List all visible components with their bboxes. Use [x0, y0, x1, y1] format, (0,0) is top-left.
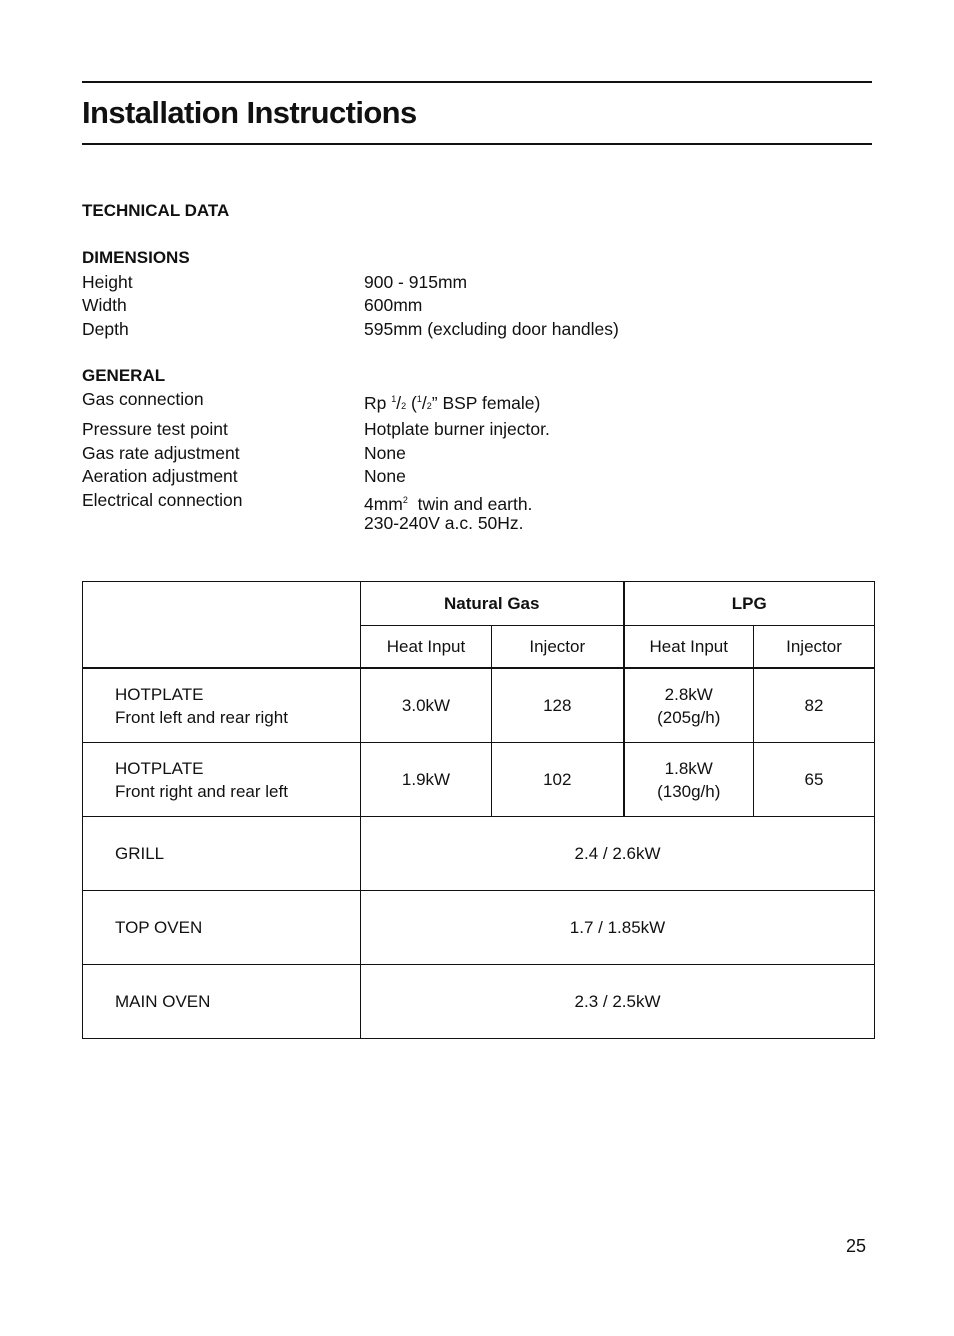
aeration-adjustment-value: None — [364, 466, 406, 486]
row-label — [83, 743, 361, 817]
electrical-value-prefix: 4mm — [364, 494, 403, 514]
width-value: 600mm — [364, 295, 423, 315]
table-row — [83, 668, 875, 742]
dimensions-heading: DIMENSIONS — [82, 248, 190, 267]
fraction-numerator: 1 — [416, 394, 422, 404]
lpg-heat-input-line: 2.8kW — [664, 684, 713, 704]
ng-heat-input-header: Heat Input — [361, 625, 492, 668]
height-label: Height — [82, 272, 133, 292]
fraction-numerator: 1 — [391, 394, 397, 404]
width-label: Width — [82, 295, 127, 315]
height-value: 900 - 915mm — [364, 272, 468, 292]
gas-specifications-table — [82, 581, 875, 1039]
ng-heat-input-cell: 3.0kW — [361, 668, 492, 742]
row-label-line: Front right and rear left — [115, 781, 288, 801]
row-label-line: Front left and rear right — [115, 707, 288, 727]
table-row — [83, 891, 875, 965]
lpg-injector-cell: 82 — [754, 668, 875, 742]
ng-injector-header: Injector — [492, 625, 624, 668]
electrical-connection-voltage: 230-240V a.c. 50Hz. — [364, 513, 524, 533]
row-label: TOP OVEN — [83, 891, 361, 965]
technical-data-heading: TECHNICAL DATA — [82, 201, 230, 220]
gas-connection-suffix: ” BSP female) — [431, 393, 541, 413]
table-row — [83, 817, 875, 891]
gas-connection-value: Rp $^1$/2 ($^1$/2” BSP female) — [364, 393, 541, 413]
gas-connection-mid: ( — [406, 393, 417, 413]
table-corner-cell — [83, 582, 361, 669]
row-label — [83, 668, 361, 742]
aeration-adjustment-label: Aeration adjustment — [82, 466, 238, 486]
superscript-two: 2 — [402, 495, 408, 505]
lpg-heat-input-cell — [624, 743, 754, 817]
electrical-connection-label: Electrical connection — [82, 490, 243, 510]
fraction-denominator: 2 — [426, 401, 432, 411]
gas-connection-label: Gas connection — [82, 389, 204, 409]
electrical-value-suffix: twin and earth. — [407, 494, 533, 514]
row-label-line: HOTPLATE — [115, 758, 204, 778]
depth-value: 595mm (excluding door handles) — [364, 319, 619, 339]
pressure-test-point-label: Pressure test point — [82, 419, 228, 439]
gas-rate-adjustment-value: None — [364, 443, 406, 463]
heat-input-cell: 1.7 / 1.85kW — [361, 891, 875, 965]
header-top-rule — [82, 81, 872, 83]
general-heading: GENERAL — [82, 366, 166, 385]
lpg-heat-input-line: (205g/h) — [657, 707, 721, 727]
lpg-injector-cell: 65 — [754, 743, 875, 817]
gas-connection-prefix: Rp — [364, 393, 392, 413]
table-row — [83, 743, 875, 817]
natural-gas-header: Natural Gas — [361, 582, 624, 626]
row-label: MAIN OVEN — [83, 965, 361, 1039]
heat-input-cell: 2.3 / 2.5kW — [361, 965, 875, 1039]
lpg-header: LPG — [624, 582, 875, 626]
row-label-line: HOTPLATE — [115, 684, 204, 704]
row-label: GRILL — [83, 817, 361, 891]
fraction-denominator: 2 — [401, 401, 407, 411]
ng-injector-cell: 102 — [492, 743, 624, 817]
page-title: Installation Instructions — [82, 95, 417, 130]
table-row — [83, 965, 875, 1039]
table-header-row — [83, 582, 875, 626]
lpg-heat-input-line: (130g/h) — [657, 781, 721, 801]
ng-injector-cell: 128 — [492, 668, 624, 742]
ng-heat-input-cell: 1.9kW — [361, 743, 492, 817]
heat-input-cell: 2.4 / 2.6kW — [361, 817, 875, 891]
header-bottom-rule — [82, 143, 872, 145]
page-number: 25 — [846, 1236, 867, 1256]
gas-rate-adjustment-label: Gas rate adjustment — [82, 443, 240, 463]
lpg-heat-input-header: Heat Input — [624, 625, 754, 668]
depth-label: Depth — [82, 319, 129, 339]
pressure-test-point-value: Hotplate burner injector. — [364, 419, 550, 439]
lpg-heat-input-cell — [624, 668, 754, 742]
lpg-heat-input-line: 1.8kW — [664, 758, 713, 778]
lpg-injector-header: Injector — [754, 625, 875, 668]
